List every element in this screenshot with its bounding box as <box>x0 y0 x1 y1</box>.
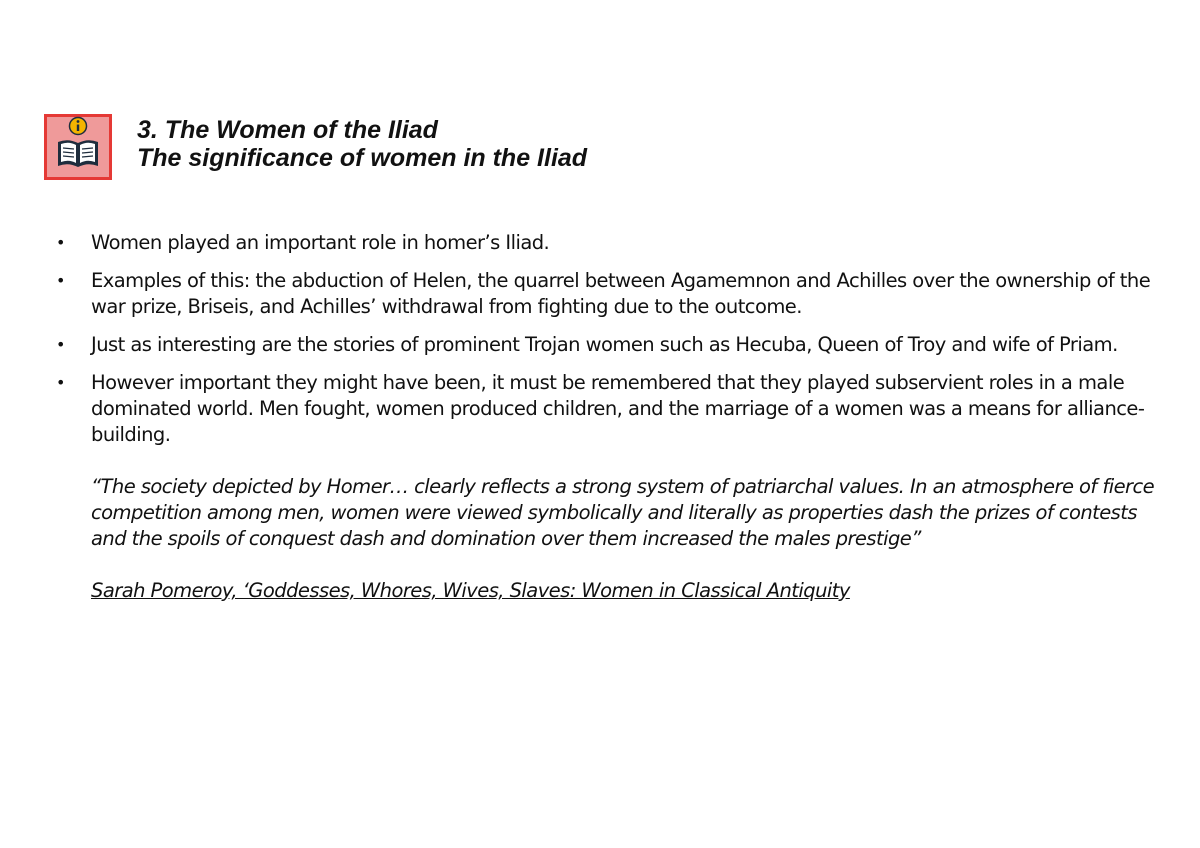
bullet-list <box>56 230 1156 448</box>
quote-text: “The society depicted by Homer… clearly reflects a strong system of patriarchal values. In an atmosphere of fierce competition among men, women were viewed symbolically and literally as properties dash the prizes of contests and the spoils of conquest dash and domination over them increased the males prestige” <box>91 475 1155 550</box>
slide-body <box>56 230 1156 604</box>
bullet-text: Just as interesting are the stories of prominent Trojan women such as Hecuba, Queen of Troy and wife of Priam. <box>91 333 1118 356</box>
bullet-item <box>56 230 1156 256</box>
bullet-item <box>56 268 1156 320</box>
quote-block <box>56 474 1156 604</box>
bullet-item <box>56 370 1156 448</box>
slide-title: 3. The Women of the Iliad <box>137 116 438 144</box>
bullet-text: Examples of this: the abduction of Helen, the quarrel between Agamemnon and Achilles over the ownership of the war prize, Briseis, and Achilles’ withdrawal from fighting due to the outcome. <box>91 269 1151 318</box>
bullet-dot: • <box>56 373 65 392</box>
slide-subtitle: The significance of women in the Iliad <box>137 144 588 172</box>
bullet-text: Women played an important role in homer’s Iliad. <box>91 231 550 254</box>
bullet-item <box>56 332 1156 358</box>
bullet-dot: • <box>56 335 65 354</box>
bullet-dot: • <box>56 233 65 252</box>
bullet-dot: • <box>56 271 65 290</box>
quote-citation: Sarah Pomeroy, ‘Goddesses, Whores, Wives, Slaves: Women in Classical Antiquity <box>91 579 850 602</box>
bullet-text: However important they might have been, it must be remembered that they played subservient roles in a male dominated world. Men fought, women produced children, and the marriage of a women was a means for alliance-building. <box>91 371 1145 446</box>
info-book-icon <box>44 114 112 180</box>
slide-header <box>137 116 587 172</box>
